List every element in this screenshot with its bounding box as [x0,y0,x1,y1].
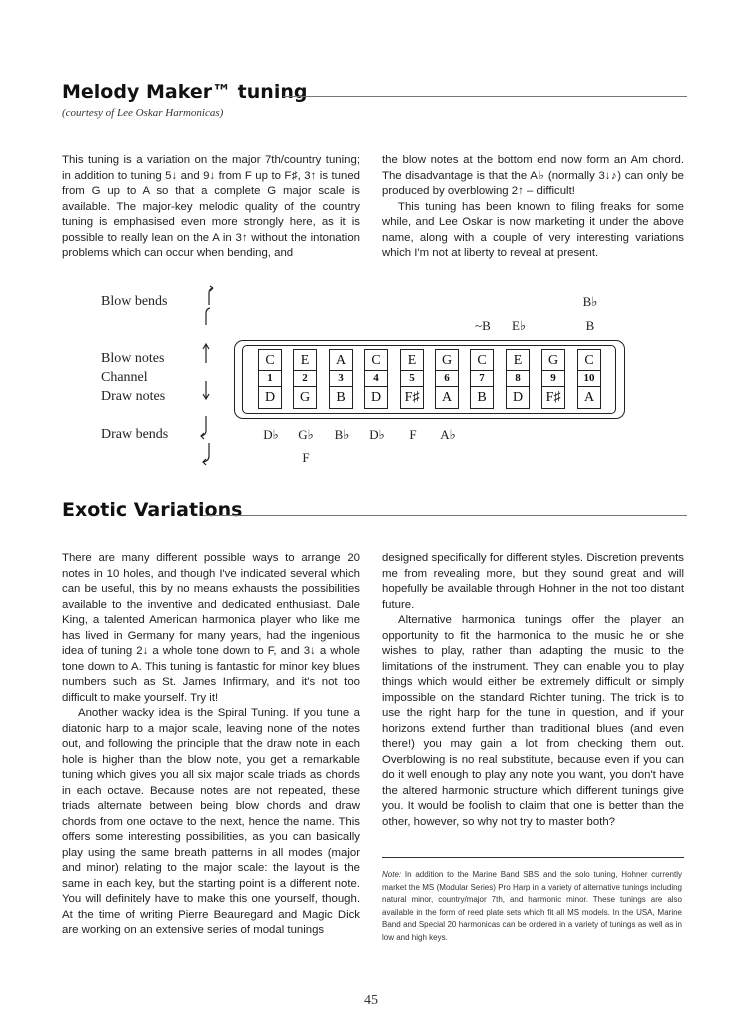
footnote-rule [382,857,684,858]
channel-number-cell: 10 [577,370,601,387]
blow-notes-label: Blow notes [101,351,165,366]
bend-note: B♭ [582,294,598,309]
paragraph: the blow notes at the bottom end now form an Am chord. The disadvantage is that the A♭ (normally 3↓♪) can only be produced by overblowing 2↑ – difficult! [382,154,684,197]
channel-number-cell: 5 [400,370,424,387]
bend-note: F [302,450,310,465]
channel-number-cell: 1 [258,370,282,387]
bend-note: D♭ [369,427,385,442]
channel-number-cell: 9 [541,370,565,387]
draw-note-arrow-icon [203,381,209,399]
bend-note: B [585,318,595,333]
section-credit: (courtesy of Lee Oskar Harmonicas) [62,107,224,119]
blow-bends-label: Blow bends [101,294,168,309]
channel-number-cell: 7 [470,370,494,387]
blow-note-cell: E [400,349,424,372]
paragraph: There are many different possible ways to arrange 20 notes in 10 holes, and though I've indicated several which can be useful, this by no means exhausts the possibilities available to the inventive and dedicated enthusiast. Dale King, a talented American harmonica player who like me has lived in Germany for many years, had the ingenious idea of tuning 2↓ a whole tone down to F, and 3↓ a whole tone down to A. This tuning is fantastic for minor key blues numbers such as St. James Infirmary, and it's not too difficult to make yourself. Try it! [62,552,360,704]
melody-maker-left-column [62,153,360,262]
draw-notes-label: Draw notes [101,389,166,404]
section-title-melody-maker: Melody Maker™ tuning [62,81,308,103]
draw-note-cell: A [577,386,601,409]
bend-note: G♭ [298,427,314,442]
blow-note-cell: C [470,349,494,372]
bend-note: E♭ [511,318,527,333]
blow-note-cell: C [577,349,601,372]
page-number: 45 [364,993,378,1008]
section-title-exotic-variations: Exotic Variations [62,499,243,521]
blow-note-cell: E [506,349,530,372]
footnote-label: Note: [382,870,402,879]
blow-note-cell: C [258,349,282,372]
channel-label: Channel [101,370,148,385]
bend-note: A♭ [440,427,456,442]
exotic-right-column [382,551,684,830]
draw-note-cell: D [506,386,530,409]
bend-note: D♭ [263,427,279,442]
footnote [382,869,682,945]
draw-note-cell: F♯ [400,386,424,409]
direction-arrows [190,283,226,468]
draw-note-cell: G [293,386,317,409]
draw-bends-label: Draw bends [101,427,169,442]
channel-number-cell: 2 [293,370,317,387]
paragraph: This tuning has been known to filing freaks for some while, and Lee Oskar is now marketing it under the above name, along with a couple of very interesting variations which I'm not at liberty to reveal at present. [382,200,684,259]
blow-note-arrow-icon [203,344,209,363]
paragraph: Alternative harmonica tunings offer the player an opportunity to fit the harmonica to the music he or she wishes to play, rather than adapting the music to the limitations of the instrument. They can enable you to play things which would either be extremely difficult or simply impossible on the standard Richter tuning. The trick is to use the right harp for the tune in question, and if your horizons extend further than traditional blues (and even there!) you may gain a lot from checking them out. Overblowing is no real substitute, because even if you can do it well enough to play any note you want, you don't have the altered harmonic structure which different tunings give you. It would be foolish to claim that one is better than the other, however, so why not try to master both? [382,614,684,828]
draw-note-cell: B [329,386,353,409]
channel-number-cell: 8 [506,370,530,387]
paragraph: This tuning is a variation on the major 7th/country tuning; in addition to tuning 5↓ and 9↓ from F up to F♯, 3↑ is tuned from G up to A so that a complete G major scale is available. The major-key melodic quality of the country tuning is emphasised even more strongly here, as it is possible to really lean on the A in 3↑ without the intonation problems which can occur when bending, and [62,154,360,259]
draw-note-cell: F♯ [541,386,565,409]
blow-note-cell: C [364,349,388,372]
blow-note-cell: A [329,349,353,372]
footnote-text: In addition to the Marine Band SBS and the solo tuning, Hohner currently market the MS (Modular Series) Pro Harp in a variety of alternative tunings including natural minor, country/major 7th, and harmonic minor. These tunings are also available in the form of reed plate sets which fit all MS models. In the USA, Marine Band and Special 20 harmonicas can be ordered in a variety of tunings as well as in low and high keys. [382,870,682,942]
draw-note-cell: B [470,386,494,409]
draw-note-cell: D [258,386,282,409]
bend-note: F [409,427,417,442]
channel-number-cell: 4 [364,370,388,387]
draw-note-cell: A [435,386,459,409]
bend-note: ~B [475,318,491,333]
channel-number-cell: 3 [329,370,353,387]
draw-note-cell: D [364,386,388,409]
draw-bend-arrow-icon [201,416,209,465]
bend-note: B♭ [334,427,350,442]
melody-maker-right-column [382,153,684,262]
section-rule [283,96,687,97]
paragraph: Another wacky idea is the Spiral Tuning. If you tune a diatonic harp to a major scale, leaving none of the notes out, and following the principle that the draw note in each hole is higher than the blow note, you get a remarkable tuning which gives you all six major scale triads as chords in each octave. Because notes are not repeated, these triads alternate between being blow chords and draw chords from one octave to the next, hence the name. This offers some interesting possibilities, as you can basically play using the same breath patterns in all modes (major and minor) relating to the major scale: the layout is the same in each key, but the starting point is a different note. You will definitely have to make this one yourself, though. At the time of writing Pierre Beauregard and Magic Dick are working on an extensive series of modal tunings [62,707,360,936]
exotic-left-column [62,551,360,939]
channel-number-cell: 6 [435,370,459,387]
blow-note-cell: G [541,349,565,372]
blow-note-cell: E [293,349,317,372]
section-rule [203,515,687,516]
blow-bend-arrow-icon [206,286,213,325]
blow-note-cell: G [435,349,459,372]
paragraph: designed specifically for different styles. Discretion prevents me from revealing more, but they sound great and will hopefully be available through Hohner in the not too distant future. [382,552,684,611]
